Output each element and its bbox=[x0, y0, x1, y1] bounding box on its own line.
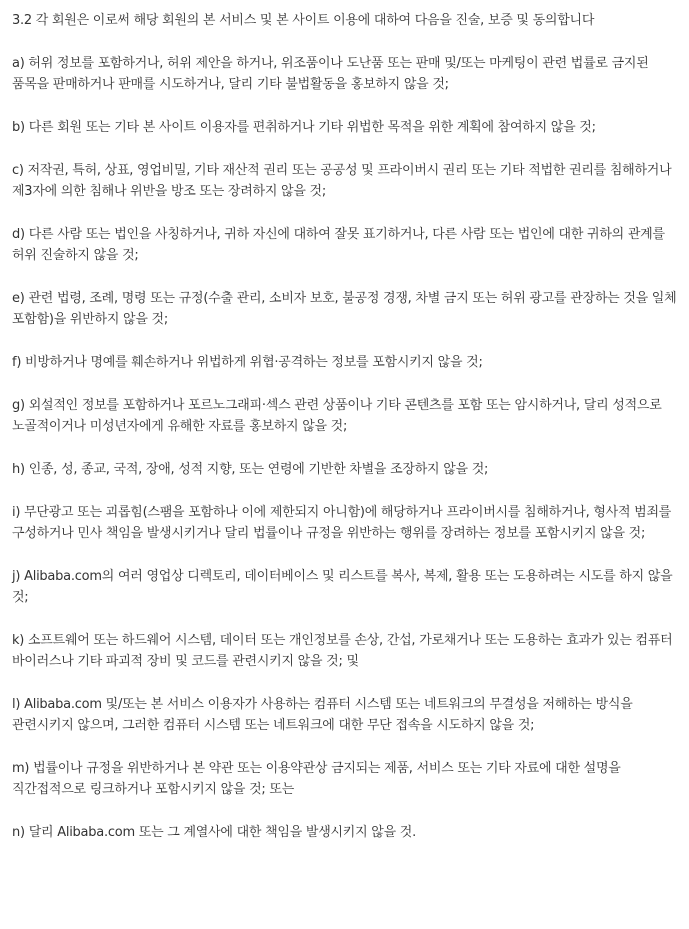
clause-i: i) 무단광고 또는 괴롭힘(스팸을 포함하나 이에 제한되지 아니함)에 해당하거나 프라이버시를 침해하거나, 형사적 범죄를 구성하거나 민사 책임을 발생시키거나 달리 법률이나 규정을 위반하는 행위를 장려하는 정보를 포함시키지 않을 것; bbox=[12, 505, 672, 541]
clause-g: g) 외설적인 정보를 포함하거나 포르노그래피·섹스 관련 상품이나 기타 콘텐츠를 포함 또는 암시하거나, 달리 성적으로 노골적이거나 미성년자에게 유해한 자료를 홍보하지 않을 것; bbox=[12, 398, 662, 434]
clause-m: m) 법률이나 규정을 위반하거나 본 약관 또는 이용약관상 금지되는 제품, 서비스 또는 기타 자료에 대한 설명을 직간접적으로 링크하거나 포함시키지 않을 것; 또는 bbox=[12, 761, 621, 797]
clause-l: l) Alibaba.com 및/또는 본 서비스 이용자가 사용하는 컴퓨터 시스템 또는 네트워크의 무결성을 저해하는 방식을 관련시키지 않으며, 그러한 컴퓨터 시스템 또는 네트워크에 대한 무단 접속을 시도하지 않을 것; bbox=[12, 697, 633, 733]
clause-c: c) 저작권, 특허, 상표, 영업비밀, 기타 재산적 권리 또는 공공성 및 프라이버시 권리 또는 기타 적법한 권리를 침해하거나 제3자에 의한 침해나 위반을 방조 또는 장려하지 않을 것; bbox=[12, 163, 672, 199]
clause-f: f) 비방하거나 명예를 훼손하거나 위법하게 위협·공격하는 정보를 포함시키지 않을 것; bbox=[12, 355, 483, 370]
clause-e: e) 관련 법령, 조례, 명령 또는 규정(수출 관리, 소비자 보호, 불공정 경쟁, 차별 금지 또는 허위 광고를 관장하는 것을 일체 포함함)을 위반하지 않을 것; bbox=[12, 291, 677, 327]
clause-d: d) 다른 사람 또는 법인을 사칭하거나, 귀하 자신에 대하여 잘못 표기하거나, 다른 사람 또는 법인에 대한 귀하의 관계를 허위 진술하지 않을 것; bbox=[12, 227, 665, 263]
terms-document bbox=[12, 10, 680, 865]
section-intro: 3.2 각 회원은 이로써 해당 회원의 본 서비스 및 본 사이트 이용에 대하여 다음을 진술, 보증 및 동의합니다 bbox=[12, 13, 595, 28]
clause-k: k) 소프트웨어 또는 하드웨어 시스템, 데이터 또는 개인정보를 손상, 간섭, 가로채거나 또는 도용하는 효과가 있는 컴퓨터 바이러스나 기타 파괴적 장비 및 코드를 관련시키지 않을 것; 및 bbox=[12, 633, 673, 669]
clause-n: n) 달리 Alibaba.com 또는 그 계열사에 대한 책임을 발생시키지 않을 것. bbox=[12, 825, 416, 840]
clause-j: j) Alibaba.com의 여러 영업상 디렉토리, 데이터베이스 및 리스트를 복사, 복제, 활용 또는 도용하려는 시도를 하지 않을 것; bbox=[12, 569, 673, 605]
clause-b: b) 다른 회원 또는 기타 본 사이트 이용자를 편취하거나 기타 위법한 목적을 위한 계획에 참여하지 않을 것; bbox=[12, 120, 596, 135]
clause-h: h) 인종, 성, 종교, 국적, 장애, 성적 지향, 또는 연령에 기반한 차별을 조장하지 않을 것; bbox=[12, 462, 489, 477]
clause-a: a) 허위 정보를 포함하거나, 허위 제안을 하거나, 위조품이나 도난품 또는 판매 및/또는 마케팅이 관련 법률로 금지된 품목을 판매하거나 판매를 시도하거나, 달리 기타 불법활동을 홍보하지 않을 것; bbox=[12, 56, 649, 92]
